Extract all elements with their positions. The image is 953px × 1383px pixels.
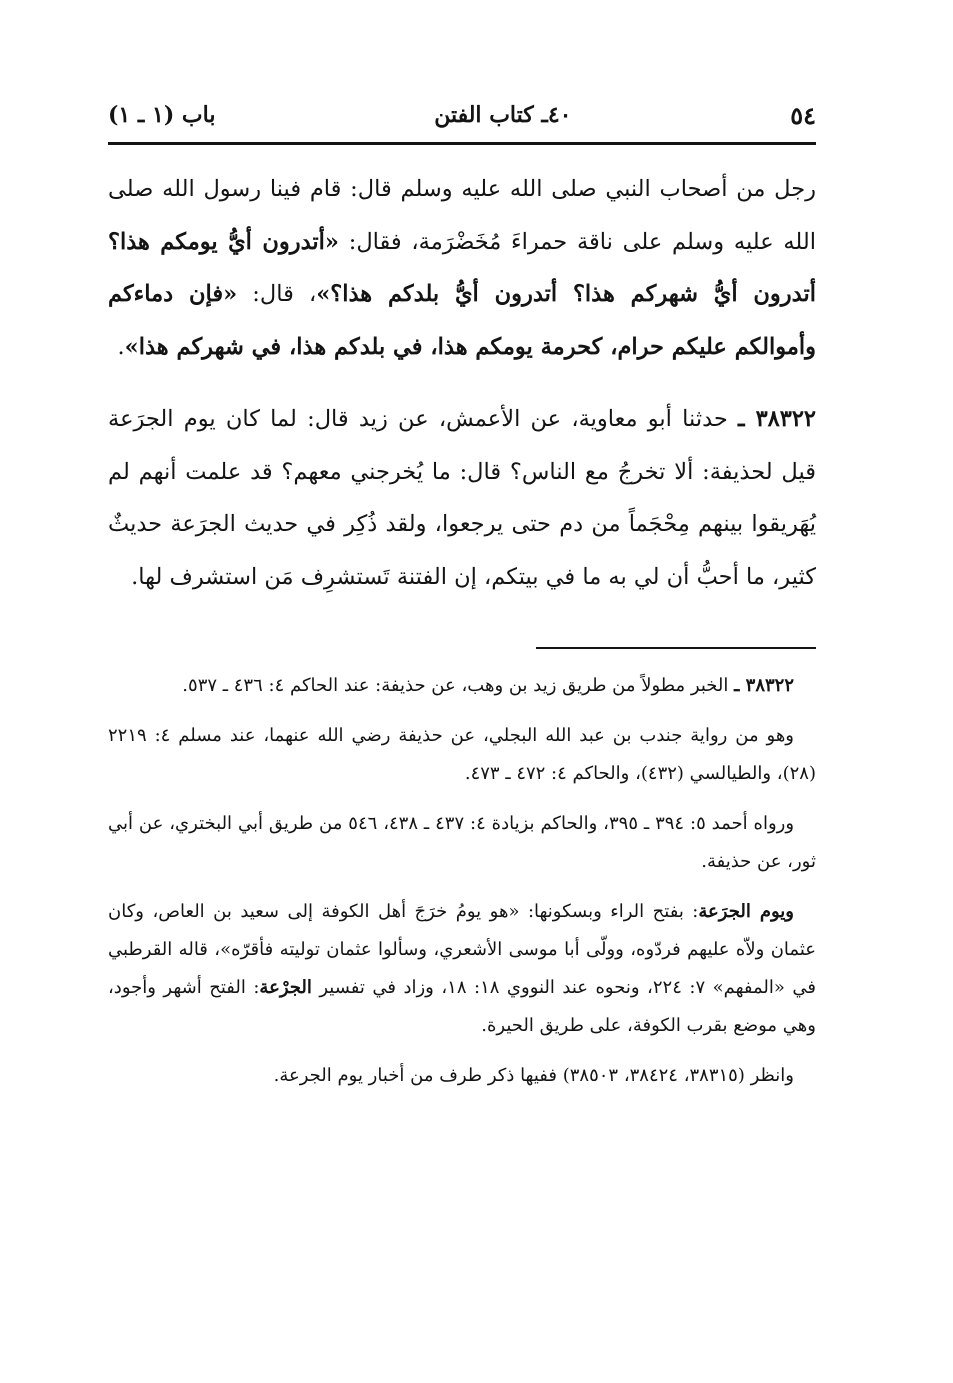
chapter-label: باب (١ ـ ١): [108, 102, 216, 128]
footnote: [108, 667, 816, 705]
hadith-text: رجل من أصحاب النبي صلى الله عليه وسلم قال: قام فينا رسول الله صلى الله عليه وسلم على ناقة حمراءَ مُخَضْرَمة، فقال:: [108, 176, 816, 255]
main-text: [108, 163, 816, 603]
hadith-text: .: [117, 333, 125, 360]
footnote-number: ٣٨٣٢٢ ـ: [734, 675, 794, 696]
hadith-paragraph: [108, 393, 816, 603]
footnote-text: : بفتح الراء وبسكونها: «هو يومُ خرَجَ أهل الكوفة إلى سعيد بن العاص، وكان عثمان ولاّه عليهم فردّوه، وولّى أبا موسى الأشعري، وسألوا عثمان توليته فأقرّه»، قاله القرطبي في «المفهم» ٧: ٢٢٤، ونحوه عند النووي ١٨: ١٨، وزاد في تفسير: [108, 901, 816, 998]
footnote-term: ويوم الجرَعة: [698, 901, 794, 922]
footnote-term: الجرْعة: [259, 977, 312, 998]
hadith-quote: «أتدرون أيُّ يومكم هذا؟ أتدرون أيُّ شهركم هذا؟ أتدرون أيُّ بلدكم هذا؟»: [108, 228, 816, 307]
hadith-number: ٣٨٣٢٢ ـ: [738, 406, 816, 432]
hadith-quote: «فإن دماءكم وأموالكم عليكم حرام، كحرمة يومكم هذا، في بلدكم هذا، في شهركم هذا»: [108, 281, 816, 360]
book-title: ٤٠ـ كتاب الفتن: [434, 102, 572, 128]
page-number: ٥٤: [790, 100, 816, 130]
footnote: وانظر (٣٨٣١٥، ٣٨٤٢٤، ٣٨٥٠٣) ففيها ذكر طرف من أخبار يوم الجرعة.: [273, 1065, 794, 1086]
footnote-text: : الفتح أشهر وأجود، وهي موضع بقرب الكوفة، على طريق الحيرة.: [108, 977, 816, 1036]
footnote: [108, 893, 816, 1045]
footnote: وهو من رواية جندب بن عبد الله البجلي، عن حذيفة رضي الله عنهما، عند مسلم ٤: ٢٢١٩ (٢٨)، والطيالسي (٤٣٢)، والحاكم ٤: ٤٧٢ ـ ٤٧٣.: [108, 725, 816, 784]
hadith-text: حدثنا أبو معاوية، عن الأعمش، عن زيد قال: لما كان يوم الجرَعة قيل لحذيفة: ألا تخرجُ مع الناس؟ قال: ما يُخرجني معهم؟ قد علمت أنهم لم يُهَريقوا بينهم مِحْجَماً من دم حتى يرجعوا، ولقد ذُكِر في حديث الجرَعة حديثٌ كثير، ما أحبُّ أن لي به ما في بيتكم، إن الفتنة تَستشرِف مَن استشرف لها.: [108, 406, 816, 590]
hadith-paragraph: [108, 163, 816, 373]
running-header: [108, 92, 816, 138]
footnote: ورواه أحمد ٥: ٣٩٤ ـ ٣٩٥، والحاكم بزيادة ٤: ٤٣٧ ـ ٤٣٨، ٥٤٦ من طريق أبي البختري، عن أبي ثور، عن حذيفة.: [108, 813, 816, 872]
header-rule: [108, 142, 816, 145]
hadith-text: ، قال:: [237, 281, 317, 307]
footnotes: [108, 667, 816, 1095]
footnote-text: الخبر مطولاً من طريق زيد بن وهب، عن حذيفة: عند الحاكم ٤: ٤٣٦ ـ ٥٣٧.: [182, 675, 735, 696]
footnote-separator: [536, 647, 816, 649]
book-page: [108, 92, 816, 1095]
